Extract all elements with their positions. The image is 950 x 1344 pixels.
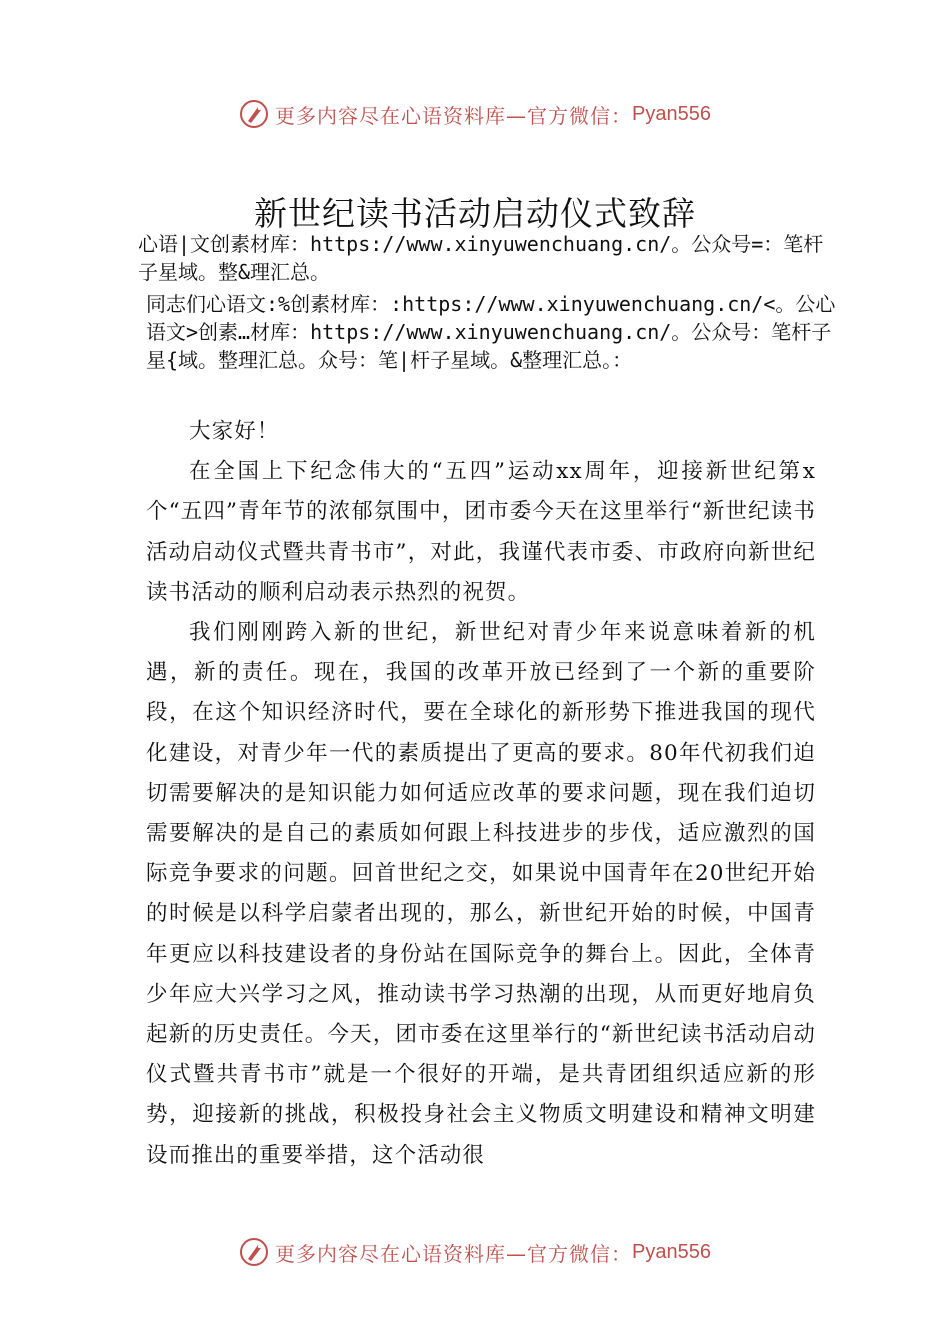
paragraph-greeting: 大家好！	[189, 419, 280, 444]
document-body	[146, 412, 816, 1176]
paragraph-1: 在全国上下纪念伟大的“五四”运动xx周年，迎接新世纪第x个“五四”青年节的浓郁氛围中，团市委今天在这里举行“新世纪读书活动启动仪式暨共青书市”，对此，我谨代表市委、市政府向新世纪读书活动的顺利启动表示热烈的祝贺。	[146, 459, 816, 605]
document-title: 新世纪读书活动启动仪式致辞	[254, 194, 696, 233]
header-banner	[0, 96, 950, 132]
banner-wechat-id: Pyan556	[632, 102, 711, 125]
footer-banner	[0, 1234, 950, 1270]
pen-nib-logo-icon	[239, 1237, 269, 1267]
meta-source-line-1: 心语|文创素材库：https://www.xinyuwenchuang.cn/。公众号=：笔杆子星域。整&理汇总。	[138, 232, 824, 284]
banner-text: 更多内容尽在心语资料库—官方微信：	[275, 1241, 633, 1266]
banner-wechat-id: Pyan556	[632, 1240, 711, 1263]
paragraph-2: 我们刚刚跨入新的世纪，新世纪对青少年来说意味着新的机遇，新的责任。现在，我国的改革开放已经到了一个新的重要阶段，在这个知识经济时代，要在全球化的新形势下推进我国的现代化建设，对青少年一代的素质提出了更高的要求。80年代初我们迫切需要解决的是知识能力如何适应改革的要求问题，现在我们迫切需要解决的是自己的素质如何跟上科技进步的步伐，适应激烈的国际竞争要求的问题。回首世纪之交，如果说中国青年在20世纪开始的时候是以科学启蒙者出现的，那么，新世纪开始的时候，中国青年更应以科技建设者的身份站在国际竞争的舞台上。因此，全体青少年应大兴学习之风，推动读书学习热潮的出现，从而更好地肩负起新的历史责任。今天，团市委在这里举行的“新世纪读书活动启动仪式暨共青书市”就是一个很好的开端，是共青团组织适应新的形势，迎接新的挑战，积极投身社会主义物质文明建设和精神文明建设而推出的重要举措，这个活动很	[146, 620, 816, 1168]
meta-source-line-2: 同志们心语文:%创素材库：:https://www.xinyuwenchuang.cn/<。公心语文>创素…材库：https://www.xinyuwenchuang.cn/。公众号：笔杆子星{域。整理汇总。众号：笔|杆子星域。&整理汇总。：	[146, 292, 836, 372]
pen-nib-logo-icon	[239, 99, 269, 129]
banner-text: 更多内容尽在心语资料库—官方微信：	[275, 103, 633, 128]
